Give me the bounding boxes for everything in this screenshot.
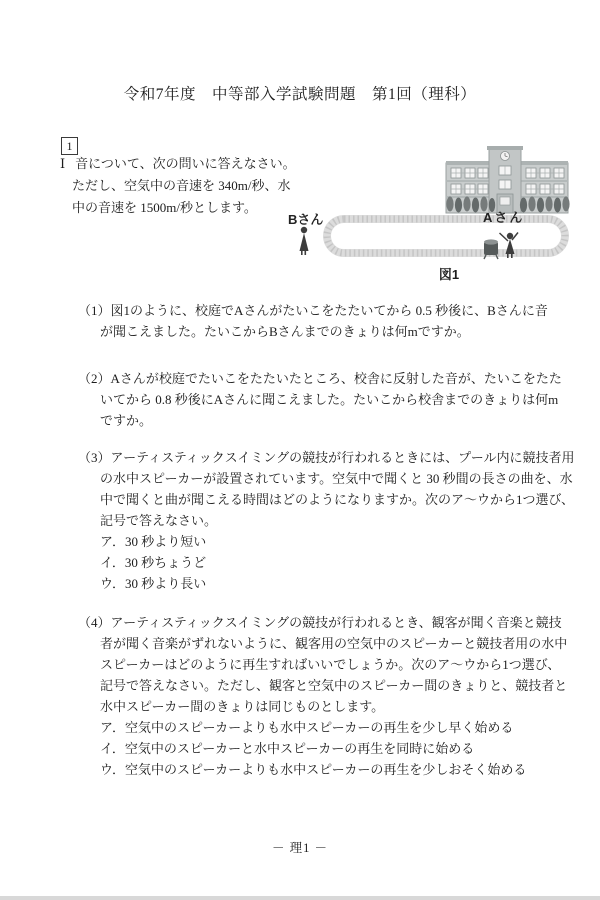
question-text: アーティスティックスイミングの競技が行われるときには、プール内に競技者用 bbox=[110, 450, 575, 465]
question-first-line bbox=[78, 612, 578, 633]
intro-text: 音について、次の問いに答えなさい。 bbox=[75, 156, 296, 171]
intro-line: ただし、空気中の音速を 340m/秒、水 bbox=[72, 178, 291, 193]
question-line: 記号で答えなさい。ただし、観客と空気中のスピーカー間のきょりと、競技者と bbox=[100, 678, 568, 693]
section-number-box: 1 bbox=[61, 137, 78, 155]
intro-line: 中の音速を 1500m/秒とします。 bbox=[72, 200, 257, 215]
question-number: （3） bbox=[78, 450, 111, 465]
section-roman-numeral: Ⅰ bbox=[60, 156, 66, 171]
question-option: ウ．30 秒より長い bbox=[100, 576, 207, 591]
figure-caption: 図1 bbox=[438, 267, 460, 282]
question-line: 中で聞くと曲が聞こえる時間はどのようになりますか。次のア～ウから1つ選び、 bbox=[100, 492, 574, 507]
question-line: が聞こえました。たいこからBさんまでのきょりは何mですか。 bbox=[100, 324, 470, 339]
question-first-line bbox=[78, 300, 578, 321]
question-text: アーティスティックスイミングの競技が行われるとき、観客が聞く音楽と競技 bbox=[110, 615, 562, 630]
question-line: 水中スピーカー間のきょりは同じものとします。 bbox=[100, 699, 385, 714]
figure-1 bbox=[283, 143, 575, 285]
question-item bbox=[78, 612, 578, 780]
question-text: 図1のように、校庭でAさんがたいこをたたいてから 0.5 秒後に、Bさんに音 bbox=[110, 303, 548, 318]
question-line: ですか。 bbox=[100, 413, 153, 428]
question-option: ア．30 秒より短い bbox=[100, 534, 207, 549]
question-option: ア．空気中のスピーカーよりも水中スピーカーの再生を少し早く始める bbox=[100, 720, 514, 735]
person-b-illustration bbox=[300, 227, 309, 255]
question-item bbox=[78, 368, 578, 431]
question-number: （1） bbox=[78, 303, 111, 318]
label-person-a: Aさん bbox=[483, 210, 525, 225]
question-line: 者が聞く音楽がずれないように、観客用の空気中のスピーカーと競技者用の水中 bbox=[100, 636, 568, 651]
figure-1-illustration bbox=[283, 143, 575, 265]
page-number: － 理1 － bbox=[271, 841, 328, 855]
question-line: 記号で答えなさい。 bbox=[100, 513, 218, 528]
page-title: 令和7年度 中等部入学試験問題 第1回（理科） bbox=[123, 86, 477, 103]
question-option: ウ．空気中のスピーカーよりも水中スピーカーの再生を少しおそく始める bbox=[100, 762, 527, 777]
section-intro bbox=[60, 153, 310, 219]
track-illustration bbox=[327, 219, 565, 253]
question-option: イ．30 秒ちょうど bbox=[100, 555, 207, 570]
question-text: Aさんが校庭でたいこをたたいたところ、校舎に反射した音が、たいこをたた bbox=[110, 371, 562, 386]
label-person-b: Bさん bbox=[288, 212, 324, 227]
question-item bbox=[78, 447, 578, 594]
question-option: イ．空気中のスピーカーと水中スピーカーの再生を同時に始める bbox=[100, 741, 475, 756]
question-first-line bbox=[78, 368, 578, 389]
question-item bbox=[78, 300, 578, 342]
question-number: （2） bbox=[78, 371, 111, 386]
scan-edge bbox=[0, 896, 600, 900]
question-line: の水中スピーカーが設置されています。空気中で聞くと 30 秒間の長さの曲を、水 bbox=[100, 471, 573, 486]
question-line: スピーカーはどのように再生すればいいでしょうか。次のア～ウから1つ選び、 bbox=[100, 657, 561, 672]
intro-line bbox=[60, 153, 310, 175]
question-line: いてから 0.8 秒後にAさんに聞こえました。たいこから校舎までのきょりは何m bbox=[100, 392, 559, 407]
questions-list bbox=[78, 300, 578, 780]
question-first-line bbox=[78, 447, 578, 468]
question-number: （4） bbox=[78, 615, 111, 630]
